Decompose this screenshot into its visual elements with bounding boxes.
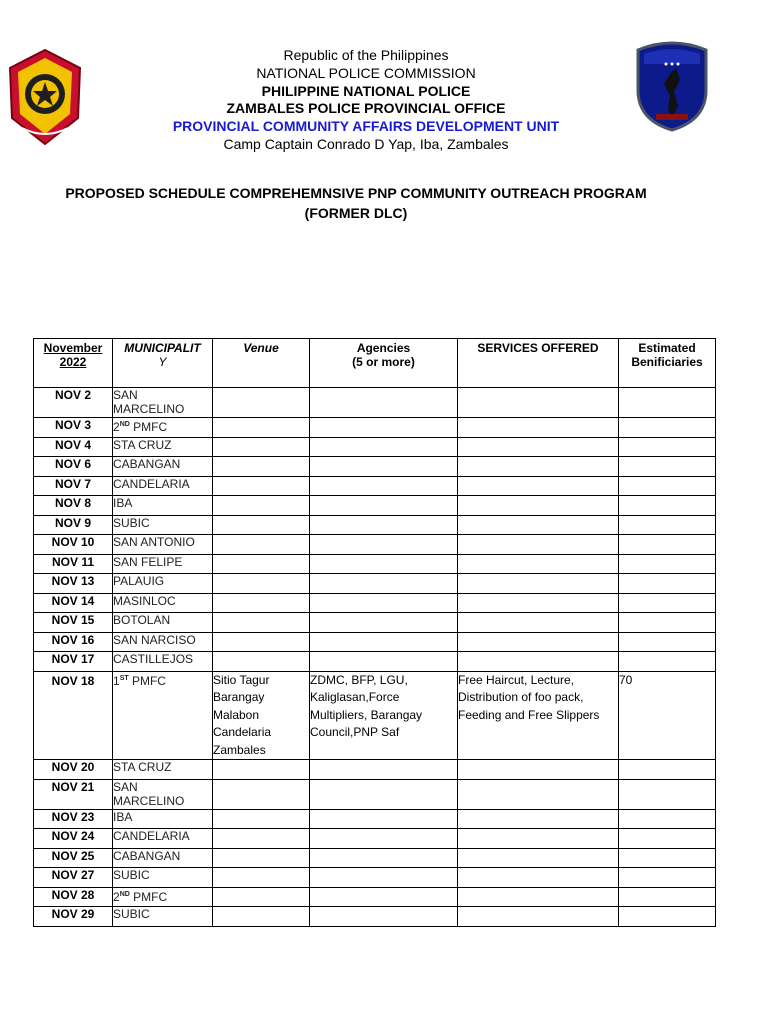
table-row (34, 613, 716, 633)
row-services (458, 535, 619, 555)
row-estimated (619, 535, 716, 555)
table-row (34, 388, 716, 418)
row-municipality: SAN MARCELINO (113, 779, 213, 809)
address-line: Camp Captain Conrado D Yap, Iba, Zambales (223, 135, 509, 152)
row-venue (213, 476, 310, 496)
row-date: NOV 21 (34, 779, 113, 809)
row-municipality: MASINLOC (113, 593, 213, 613)
row-agencies (310, 554, 458, 574)
municipality-display: 2ND PMFC (113, 420, 168, 434)
row-municipality: CASTILLEJOS (113, 652, 213, 672)
row-agencies (310, 632, 458, 652)
row-estimated (619, 652, 716, 672)
row-venue (213, 418, 310, 438)
table-row (34, 457, 716, 477)
row-estimated (619, 907, 716, 927)
row-services (458, 437, 619, 457)
row-date: NOV 20 (34, 760, 113, 780)
row-estimated (619, 829, 716, 849)
row-venue (213, 554, 310, 574)
unit-line: PROVINCIAL COMMUNITY AFFAIRS DEVELOPMENT UNIT (172, 118, 560, 135)
table-row (34, 760, 716, 780)
zambales-ppo-logo (632, 40, 712, 132)
row-municipality: SUBIC (113, 868, 213, 888)
row-venue (213, 613, 310, 633)
row-services (458, 809, 619, 829)
row-estimated (619, 632, 716, 652)
row-agencies (310, 809, 458, 829)
row-agencies (310, 574, 458, 594)
row-date: NOV 23 (34, 809, 113, 829)
row-municipality: STA CRUZ (113, 760, 213, 780)
letterhead (150, 47, 582, 154)
header-month-a: November (43, 341, 103, 355)
table-row (34, 437, 716, 457)
row-venue (213, 829, 310, 849)
row-venue (213, 848, 310, 868)
row-municipality: SUBIC (113, 907, 213, 927)
table-row (34, 496, 716, 516)
row-agencies: ZDMC, BFP, LGU, Kaliglasan,Force Multipliers, Barangay Council,PNP Saf (310, 671, 458, 760)
table-row (34, 848, 716, 868)
row-municipality: IBA (113, 809, 213, 829)
row-estimated (619, 779, 716, 809)
row-agencies (310, 418, 458, 438)
row-agencies (310, 515, 458, 535)
row-venue (213, 574, 310, 594)
row-date: NOV 28 (34, 887, 113, 907)
row-estimated (619, 437, 716, 457)
row-venue (213, 907, 310, 927)
row-venue (213, 868, 310, 888)
row-agencies (310, 779, 458, 809)
header-venue: Venue (213, 339, 310, 388)
row-estimated (619, 574, 716, 594)
header-estimated (619, 339, 716, 388)
table-row (34, 554, 716, 574)
row-venue (213, 496, 310, 516)
header-month-b: 2022 (59, 355, 87, 369)
row-municipality: CANDELARIA (113, 476, 213, 496)
header-municipality (113, 339, 213, 388)
document-title (20, 183, 692, 223)
office-line: ZAMBALES POLICE PROVINCIAL OFFICE (226, 100, 506, 117)
row-venue (213, 535, 310, 555)
row-municipality: SAN MARCELINO (113, 388, 213, 418)
row-agencies (310, 613, 458, 633)
row-date: NOV 17 (34, 652, 113, 672)
row-date: NOV 6 (34, 457, 113, 477)
row-estimated (619, 388, 716, 418)
municipality-display: 2ND PMFC (113, 889, 168, 904)
row-date: NOV 14 (34, 593, 113, 613)
pnp-seal-logo (8, 48, 83, 146)
schedule-table (33, 338, 716, 927)
schedule-body (34, 388, 716, 927)
row-services (458, 515, 619, 535)
row-municipality: CANDELARIA (113, 829, 213, 849)
row-date: NOV 27 (34, 868, 113, 888)
row-municipality: CABANGAN (113, 848, 213, 868)
table-row (34, 671, 716, 760)
table-row (34, 868, 716, 888)
row-venue (213, 760, 310, 780)
row-services (458, 907, 619, 927)
republic-line: Republic of the Philippines (283, 47, 449, 63)
row-agencies (310, 457, 458, 477)
row-municipality (113, 418, 213, 438)
table-row (34, 574, 716, 594)
row-date: NOV 8 (34, 496, 113, 516)
row-estimated (619, 554, 716, 574)
row-municipality (113, 671, 213, 760)
row-estimated (619, 515, 716, 535)
table-row (34, 829, 716, 849)
row-venue (213, 632, 310, 652)
row-agencies (310, 437, 458, 457)
row-services (458, 554, 619, 574)
row-date: NOV 16 (34, 632, 113, 652)
row-services (458, 779, 619, 809)
row-estimated (619, 476, 716, 496)
row-date: NOV 29 (34, 907, 113, 927)
row-estimated (619, 496, 716, 516)
table-row (34, 632, 716, 652)
row-agencies (310, 593, 458, 613)
row-estimated (619, 887, 716, 907)
napolcom-line: NATIONAL POLICE COMMISSION (256, 64, 476, 81)
table-row (34, 593, 716, 613)
row-services (458, 574, 619, 594)
row-estimated (619, 457, 716, 477)
row-services (458, 418, 619, 438)
table-row (34, 476, 716, 496)
row-date: NOV 10 (34, 535, 113, 555)
header-month (34, 339, 113, 388)
table-header-row (34, 339, 716, 388)
header-agencies-a: Agencies (356, 341, 411, 355)
row-estimated (619, 613, 716, 633)
row-services (458, 476, 619, 496)
row-services (458, 829, 619, 849)
header-municipality-b: Y (158, 355, 167, 369)
row-date: NOV 18 (34, 671, 113, 760)
title-line-1: PROPOSED SCHEDULE COMPREHEMNSIVE PNP COMMUNITY OUTREACH PROGRAM (65, 185, 647, 201)
row-date: NOV 9 (34, 515, 113, 535)
row-agencies (310, 476, 458, 496)
table-row (34, 418, 716, 438)
row-services (458, 496, 619, 516)
row-agencies (310, 829, 458, 849)
row-services (458, 457, 619, 477)
row-date: NOV 2 (34, 388, 113, 418)
row-services (458, 760, 619, 780)
header-services: SERVICES OFFERED (458, 339, 619, 388)
table-row (34, 652, 716, 672)
row-agencies (310, 760, 458, 780)
row-venue (213, 652, 310, 672)
row-services: Free Haircut, Lecture, Distribution of foo pack, Feeding and Free Slippers (458, 671, 619, 760)
row-date: NOV 24 (34, 829, 113, 849)
table-row (34, 887, 716, 907)
title-line-2: (FORMER DLC) (304, 205, 408, 221)
row-estimated (619, 809, 716, 829)
row-estimated (619, 848, 716, 868)
row-municipality: CABANGAN (113, 457, 213, 477)
row-agencies (310, 652, 458, 672)
table-row (34, 535, 716, 555)
row-services (458, 868, 619, 888)
municipality-display: 1ST PMFC (113, 673, 166, 688)
row-venue (213, 457, 310, 477)
row-services (458, 652, 619, 672)
row-agencies (310, 907, 458, 927)
table-row (34, 779, 716, 809)
row-date: NOV 15 (34, 613, 113, 633)
table-row (34, 907, 716, 927)
row-venue (213, 388, 310, 418)
row-municipality: BOTOLAN (113, 613, 213, 633)
row-agencies (310, 887, 458, 907)
row-venue: Sitio Tagur Barangay Malabon Candelaria Zambales (213, 671, 310, 760)
row-agencies (310, 388, 458, 418)
row-venue (213, 887, 310, 907)
row-municipality: IBA (113, 496, 213, 516)
pnp-line: PHILIPPINE NATIONAL POLICE (261, 82, 471, 99)
row-municipality: SUBIC (113, 515, 213, 535)
row-services (458, 613, 619, 633)
row-estimated (619, 593, 716, 613)
row-agencies (310, 496, 458, 516)
row-venue (213, 515, 310, 535)
row-date: NOV 3 (34, 418, 113, 438)
row-date: NOV 7 (34, 476, 113, 496)
row-venue (213, 809, 310, 829)
row-agencies (310, 848, 458, 868)
header-estimated-b: Benificiaries (631, 355, 703, 369)
row-services (458, 887, 619, 907)
row-date: NOV 4 (34, 437, 113, 457)
row-date: NOV 25 (34, 848, 113, 868)
row-date: NOV 13 (34, 574, 113, 594)
header-municipality-a: MUNICIPALIT (124, 341, 201, 355)
table-row (34, 515, 716, 535)
row-municipality: STA CRUZ (113, 437, 213, 457)
header-agencies (310, 339, 458, 388)
row-municipality: SAN NARCISO (113, 632, 213, 652)
row-venue (213, 593, 310, 613)
row-services (458, 848, 619, 868)
row-services (458, 632, 619, 652)
row-services (458, 593, 619, 613)
row-estimated (619, 418, 716, 438)
header-agencies-b: (5 or more) (352, 355, 415, 369)
row-venue (213, 437, 310, 457)
row-municipality: PALAUIG (113, 574, 213, 594)
row-agencies (310, 868, 458, 888)
row-municipality (113, 887, 213, 907)
row-estimated (619, 868, 716, 888)
row-estimated: 70 (619, 671, 716, 760)
row-services (458, 388, 619, 418)
row-estimated (619, 760, 716, 780)
table-row (34, 809, 716, 829)
row-municipality: SAN ANTONIO (113, 535, 213, 555)
header-estimated-a: Estimated (638, 341, 696, 355)
row-venue (213, 779, 310, 809)
row-agencies (310, 535, 458, 555)
row-date: NOV 11 (34, 554, 113, 574)
row-municipality: SAN FELIPE (113, 554, 213, 574)
